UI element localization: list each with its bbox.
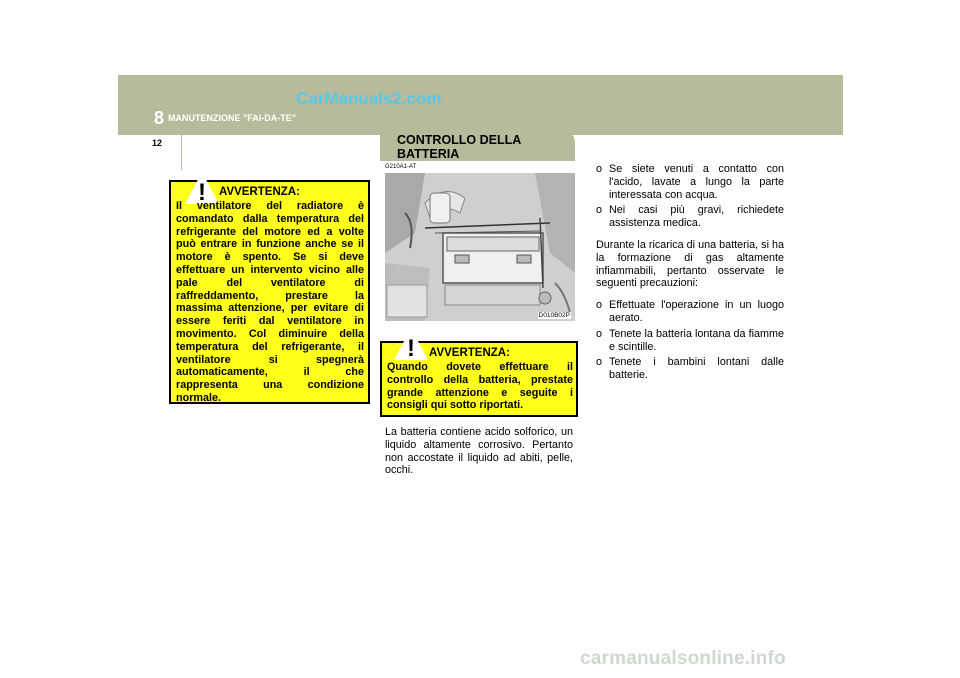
warning-line: movimento. Col diminuire della [176, 327, 364, 340]
watermark-top[interactable]: CarManuals2.com [296, 89, 442, 108]
warning-line: grande attenzione e seguite i [387, 386, 573, 399]
svg-text:!: ! [198, 179, 206, 204]
list-item [596, 299, 784, 325]
warning-line: raffreddamento, prestare la [176, 289, 364, 302]
list-item-text: Effettuate l'operazione in un luogo aerato. [609, 299, 784, 324]
section-code: G210A1-AT [385, 164, 417, 170]
warning-line: Il ventilatore del radiatore è [176, 200, 364, 212]
warning-line: Quando dovete effettuare il [387, 361, 573, 373]
battery-photo [385, 173, 575, 321]
chapter-number: 8 [154, 108, 165, 128]
warning-line: massima attenzione, per evitare di [176, 302, 364, 315]
bullet-marker: o [596, 163, 603, 175]
warning-box-fan [169, 180, 370, 404]
list-item-text: Tenete i bambini lontani dalle batterie. [609, 356, 784, 382]
warning-heading: AVVERTENZA: [219, 186, 300, 198]
bullet-marker: o [596, 327, 603, 340]
warning-line: automaticamente, il che [176, 366, 364, 379]
warning-line: rappresenta una condizione [176, 379, 364, 392]
watermark-bottom[interactable]: carmanualsonline.info [580, 648, 786, 669]
warning-line: ventilatore si spegnerà [176, 353, 364, 366]
header-band [118, 75, 843, 135]
list-item [596, 204, 784, 230]
warning-text-fan [176, 200, 364, 405]
warning-line: controllo della batteria, prestate [387, 373, 573, 386]
charging-paragraph: Durante la ricarica di una batteria, si ha la formazione di gas altamente infiammabili, pertanto osservate le seguenti precauzioni: [596, 238, 784, 290]
section-title: CONTROLLO DELLA BATTERIA [397, 133, 521, 161]
exclamation-triangle-icon [394, 328, 428, 360]
bullet-marker: o [596, 356, 603, 369]
warning-line: motore è spento. Se si deve [176, 251, 364, 264]
bullet-marker: o [596, 204, 603, 217]
warning-line: può entrare in funzione anche se il [176, 238, 364, 251]
list-item-text: Se siete venuti a contatto con l'acido, lavate a lungo la parte interessata con acqua. [609, 163, 784, 201]
header-divider [181, 135, 182, 170]
list-item [596, 163, 784, 201]
list-item [596, 356, 784, 382]
warning-line: comandato dalla temperatura del [176, 212, 364, 225]
chapter-title: MANUTENZIONE "FAI-DA-TE" [168, 113, 297, 123]
warning-text-battery [387, 361, 573, 412]
acid-paragraph: La batteria contiene acido solforico, un liquido altamente corrosivo. Pertanto non accostate il liquido ad abiti, pelle, occhi. [385, 426, 573, 477]
warning-line: essere feriti dal ventilatore in [176, 315, 364, 328]
right-column [596, 163, 784, 385]
battery-engine-bay-illustration [385, 173, 575, 321]
warning-box-battery [380, 335, 578, 417]
list-item-text: Tenete la batteria lontana da fiamme e scintille. [609, 327, 784, 353]
page-number: 12 [152, 138, 163, 148]
warning-line: normale. [176, 391, 222, 404]
warning-line: temperatura del refrigerante, il [176, 340, 364, 353]
bullet-marker: o [596, 299, 603, 312]
warning-line: effettuare un intervento vicino alle [176, 263, 364, 276]
warning-line: refrigerante del motore ed a volte [176, 225, 364, 238]
photo-code: D010B02P [538, 312, 570, 319]
warning-heading: AVVERTENZA: [429, 347, 510, 359]
svg-text:!: ! [407, 335, 415, 360]
warning-line: consigli qui sotto riportati. [387, 399, 524, 412]
list-item [596, 328, 784, 354]
warning-line: pale del ventilatore di [176, 276, 364, 289]
list-item-text: Nei casi più gravi, richiedete assistenza medica. [609, 204, 784, 230]
